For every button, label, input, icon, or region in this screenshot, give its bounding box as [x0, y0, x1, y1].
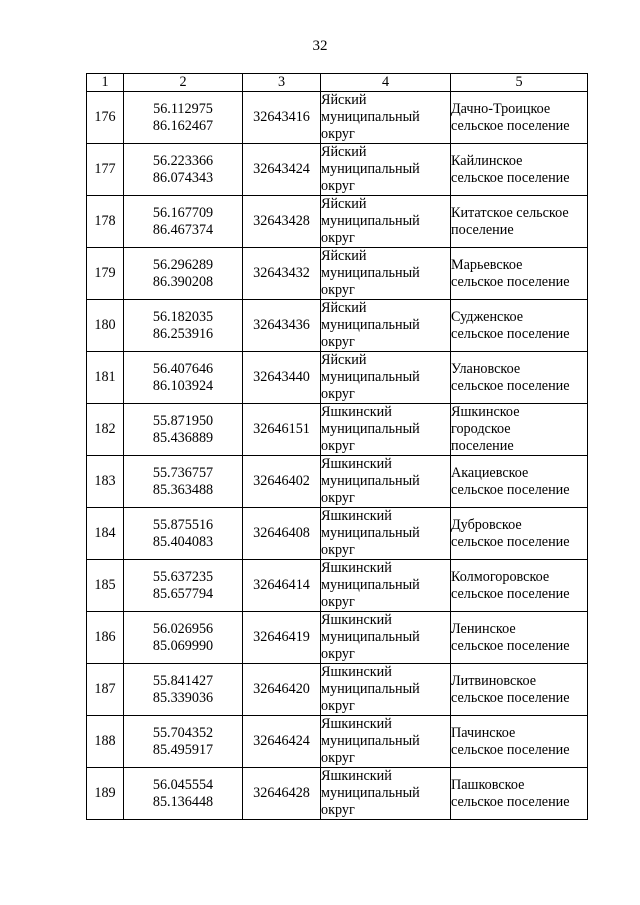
settlement-line: Колмогоровское: [451, 568, 550, 585]
municipality-cell: [321, 352, 451, 404]
municipality-line: округ: [321, 178, 355, 194]
municipality-line: округ: [321, 490, 355, 506]
settlement-line: Пашковское: [451, 776, 525, 793]
latitude: 56.167709: [152, 204, 214, 221]
settlement-line: Яшкинское: [451, 404, 520, 420]
latitude: 56.223366: [152, 152, 214, 169]
municipality-line: муниципальный: [321, 733, 420, 749]
municipality-cell: [321, 560, 451, 612]
header-row: [87, 74, 588, 92]
municipality-line: муниципальный: [321, 421, 420, 437]
row-number-cell: [87, 560, 124, 612]
municipality-line: муниципальный: [321, 161, 420, 177]
code-cell: [243, 300, 321, 352]
municipality-line: Яшкинский: [321, 612, 392, 628]
oktmo-code: 32643440: [253, 369, 310, 385]
municipality-cell: [321, 196, 451, 248]
oktmo-code: 32646402: [253, 473, 310, 489]
oktmo-code: 32646420: [253, 681, 310, 697]
table-row: [87, 612, 588, 664]
coordinates-cell: [124, 248, 243, 300]
oktmo-code: 32643428: [253, 213, 310, 229]
table-row: [87, 300, 588, 352]
settlement-cell: [451, 92, 588, 144]
row-number: 188: [94, 733, 116, 749]
settlement-line: Судженское: [451, 308, 524, 325]
latitude: 56.182035: [152, 308, 214, 325]
code-cell: [243, 352, 321, 404]
table-row: [87, 352, 588, 404]
municipality-line: Яйский: [321, 300, 367, 316]
row-number: 178: [94, 213, 116, 229]
latitude: 55.736757: [152, 464, 214, 481]
settlement-line: городское: [451, 421, 511, 437]
row-number-cell: [87, 196, 124, 248]
municipality-line: округ: [321, 282, 355, 298]
code-cell: [243, 612, 321, 664]
longitude: 86.162467: [152, 117, 214, 134]
municipality-line: округ: [321, 126, 355, 142]
latitude: 55.841427: [152, 672, 214, 689]
oktmo-code: 32646408: [253, 525, 310, 541]
code-cell: [243, 560, 321, 612]
municipality-line: Яйский: [321, 92, 367, 108]
settlement-cell: [451, 508, 588, 560]
row-number-cell: [87, 92, 124, 144]
row-number: 189: [94, 785, 116, 801]
municipality-line: муниципальный: [321, 473, 420, 489]
settlement-cell: [451, 248, 588, 300]
row-number: 179: [94, 265, 116, 281]
settlement-cell: [451, 456, 588, 508]
settlement-cell: [451, 404, 588, 456]
oktmo-code: 32646151: [253, 421, 310, 437]
municipality-cell: [321, 92, 451, 144]
settlement-cell: [451, 352, 588, 404]
municipality-line: округ: [321, 334, 355, 350]
coordinates-cell: [124, 612, 243, 664]
row-number-cell: [87, 664, 124, 716]
oktmo-code: 32646414: [253, 577, 310, 593]
latitude: 55.704352: [152, 724, 214, 741]
code-cell: [243, 404, 321, 456]
coordinates-cell: [124, 352, 243, 404]
oktmo-code: 32646428: [253, 785, 310, 801]
settlement-line: Дубровское: [451, 516, 522, 533]
municipality-cell: [321, 768, 451, 820]
row-number: 177: [94, 161, 116, 177]
municipality-line: округ: [321, 438, 355, 454]
longitude: 85.069990: [152, 637, 214, 654]
settlement-cell: [451, 716, 588, 768]
settlement-line: Литвиновское: [451, 672, 537, 689]
table-row: [87, 196, 588, 248]
row-number: 187: [94, 681, 116, 697]
row-number: 181: [94, 369, 116, 385]
code-cell: [243, 144, 321, 196]
table-row: [87, 768, 588, 820]
settlement-cell: [451, 768, 588, 820]
code-cell: [243, 456, 321, 508]
longitude: 86.074343: [152, 169, 214, 186]
municipality-cell: [321, 716, 451, 768]
row-number: 185: [94, 577, 116, 593]
settlement-line: Дачно-Троицкое: [451, 100, 551, 117]
coordinates-cell: [124, 300, 243, 352]
coordinates-cell: [124, 404, 243, 456]
table-row: [87, 716, 588, 768]
municipality-line: Яшкинский: [321, 456, 392, 472]
longitude: 86.390208: [152, 273, 214, 290]
longitude: 85.436889: [152, 429, 214, 446]
settlement-cell: [451, 144, 588, 196]
header-cell-1: 1: [87, 74, 124, 92]
header-cell-5: 5: [451, 74, 588, 92]
oktmo-code: 32646424: [253, 733, 310, 749]
municipality-line: муниципальный: [321, 577, 420, 593]
settlement-line: Китатское сельское: [451, 204, 569, 221]
settlement-line: Марьевское: [451, 256, 523, 273]
coordinates-cell: [124, 92, 243, 144]
settlement-line: Пачинское: [451, 724, 516, 741]
row-number-cell: [87, 612, 124, 664]
settlement-cell: [451, 664, 588, 716]
row-number: 183: [94, 473, 116, 489]
coordinates-cell: [124, 560, 243, 612]
table-row: [87, 144, 588, 196]
municipality-line: Яшкинский: [321, 664, 392, 680]
latitude: 56.026956: [152, 620, 214, 637]
settlement-cell: [451, 612, 588, 664]
row-number-cell: [87, 768, 124, 820]
settlement-line: сельское поселение: [451, 481, 570, 498]
page-number: 32: [312, 38, 328, 54]
municipality-cell: [321, 456, 451, 508]
municipality-line: Яшкинский: [321, 716, 392, 732]
municipality-line: Яйский: [321, 248, 367, 264]
coordinates-cell: [124, 716, 243, 768]
settlement-line: сельское поселение: [451, 793, 570, 810]
settlement-line: сельское поселение: [451, 169, 570, 186]
longitude: 86.467374: [152, 221, 214, 238]
municipality-line: округ: [321, 802, 355, 818]
code-cell: [243, 768, 321, 820]
settlement-cell: [451, 560, 588, 612]
settlement-line: сельское поселение: [451, 741, 570, 758]
header-cell-4: 4: [321, 74, 451, 92]
longitude: 85.363488: [152, 481, 214, 498]
municipality-line: Яйский: [321, 352, 367, 368]
table-row: [87, 92, 588, 144]
latitude: 56.296289: [152, 256, 214, 273]
coordinates-cell: [124, 664, 243, 716]
code-cell: [243, 664, 321, 716]
municipality-line: округ: [321, 230, 355, 246]
municipality-line: Яшкинский: [321, 508, 392, 524]
municipality-line: Яшкинский: [321, 404, 392, 420]
longitude: 86.253916: [152, 325, 214, 342]
municipality-line: округ: [321, 750, 355, 766]
municipality-line: округ: [321, 698, 355, 714]
oktmo-code: 32643416: [253, 109, 310, 125]
municipality-line: муниципальный: [321, 109, 420, 125]
municipality-line: Яшкинский: [321, 768, 392, 784]
municipality-line: муниципальный: [321, 525, 420, 541]
row-number: 176: [94, 109, 116, 125]
municipality-line: муниципальный: [321, 785, 420, 801]
municipality-line: Яшкинский: [321, 560, 392, 576]
settlement-line: сельское поселение: [451, 585, 570, 602]
row-number-cell: [87, 456, 124, 508]
row-number-cell: [87, 404, 124, 456]
municipality-line: округ: [321, 594, 355, 610]
row-number: 180: [94, 317, 116, 333]
coordinates-cell: [124, 196, 243, 248]
settlement-line: поселение: [451, 221, 514, 238]
settlement-line: сельское поселение: [451, 325, 570, 342]
coordinates-cell: [124, 456, 243, 508]
settlement-line: Кайлинское: [451, 152, 523, 169]
settlement-line: сельское поселение: [451, 533, 570, 550]
municipality-line: муниципальный: [321, 265, 420, 281]
code-cell: [243, 196, 321, 248]
municipality-line: муниципальный: [321, 213, 420, 229]
coordinates-cell: [124, 144, 243, 196]
row-number-cell: [87, 508, 124, 560]
municipality-cell: [321, 508, 451, 560]
oktmo-code: 32643432: [253, 265, 310, 281]
municipality-cell: [321, 612, 451, 664]
municipality-cell: [321, 664, 451, 716]
longitude: 85.495917: [152, 741, 214, 758]
row-number-cell: [87, 144, 124, 196]
latitude: 55.871950: [152, 412, 214, 429]
latitude: 56.112975: [153, 100, 213, 117]
code-cell: [243, 92, 321, 144]
table-row: [87, 664, 588, 716]
municipality-cell: [321, 404, 451, 456]
settlement-line: поселение: [451, 438, 514, 454]
table-row: [87, 404, 588, 456]
longitude: 85.657794: [152, 585, 214, 602]
municipality-cell: [321, 248, 451, 300]
header-cell-2: 2: [124, 74, 243, 92]
table-body: [87, 92, 588, 820]
coordinates-cell: [124, 508, 243, 560]
municipality-line: округ: [321, 542, 355, 558]
oktmo-code: 32646419: [253, 629, 310, 645]
latitude: 55.875516: [152, 516, 214, 533]
municipality-line: муниципальный: [321, 317, 420, 333]
settlement-line: сельское поселение: [451, 689, 570, 706]
longitude: 85.404083: [152, 533, 214, 550]
latitude: 56.407646: [152, 360, 214, 377]
row-number-cell: [87, 300, 124, 352]
municipality-line: Яйский: [321, 196, 367, 212]
settlement-line: Акациевское: [451, 464, 529, 481]
municipality-line: муниципальный: [321, 681, 420, 697]
header-cell-3: 3: [243, 74, 321, 92]
latitude: 55.637235: [152, 568, 214, 585]
longitude: 85.339036: [152, 689, 214, 706]
table-row: [87, 508, 588, 560]
settlement-line: сельское поселение: [451, 117, 570, 134]
oktmo-code: 32643424: [253, 161, 310, 177]
municipality-cell: [321, 144, 451, 196]
municipality-cell: [321, 300, 451, 352]
settlement-cell: [451, 196, 588, 248]
data-table: [86, 73, 588, 820]
municipality-line: округ: [321, 386, 355, 402]
settlement-line: сельское поселение: [451, 273, 570, 290]
row-number: 184: [94, 525, 116, 541]
settlement-line: Ленинское: [451, 620, 516, 637]
row-number-cell: [87, 352, 124, 404]
settlement-line: Улановское: [451, 360, 521, 377]
municipality-line: Яйский: [321, 144, 367, 160]
table-row: [87, 560, 588, 612]
table-row: [87, 456, 588, 508]
longitude: 85.136448: [152, 793, 214, 810]
municipality-line: округ: [321, 646, 355, 662]
code-cell: [243, 508, 321, 560]
municipality-line: муниципальный: [321, 369, 420, 385]
row-number-cell: [87, 248, 124, 300]
settlement-line: сельское поселение: [451, 637, 570, 654]
longitude: 86.103924: [152, 377, 214, 394]
row-number: 182: [94, 421, 116, 437]
oktmo-code: 32643436: [253, 317, 310, 333]
settlement-cell: [451, 300, 588, 352]
row-number-cell: [87, 716, 124, 768]
latitude: 56.045554: [152, 776, 214, 793]
coordinates-cell: [124, 768, 243, 820]
code-cell: [243, 716, 321, 768]
code-cell: [243, 248, 321, 300]
municipality-line: муниципальный: [321, 629, 420, 645]
settlement-line: сельское поселение: [451, 377, 570, 394]
table-row: [87, 248, 588, 300]
row-number: 186: [94, 629, 116, 645]
